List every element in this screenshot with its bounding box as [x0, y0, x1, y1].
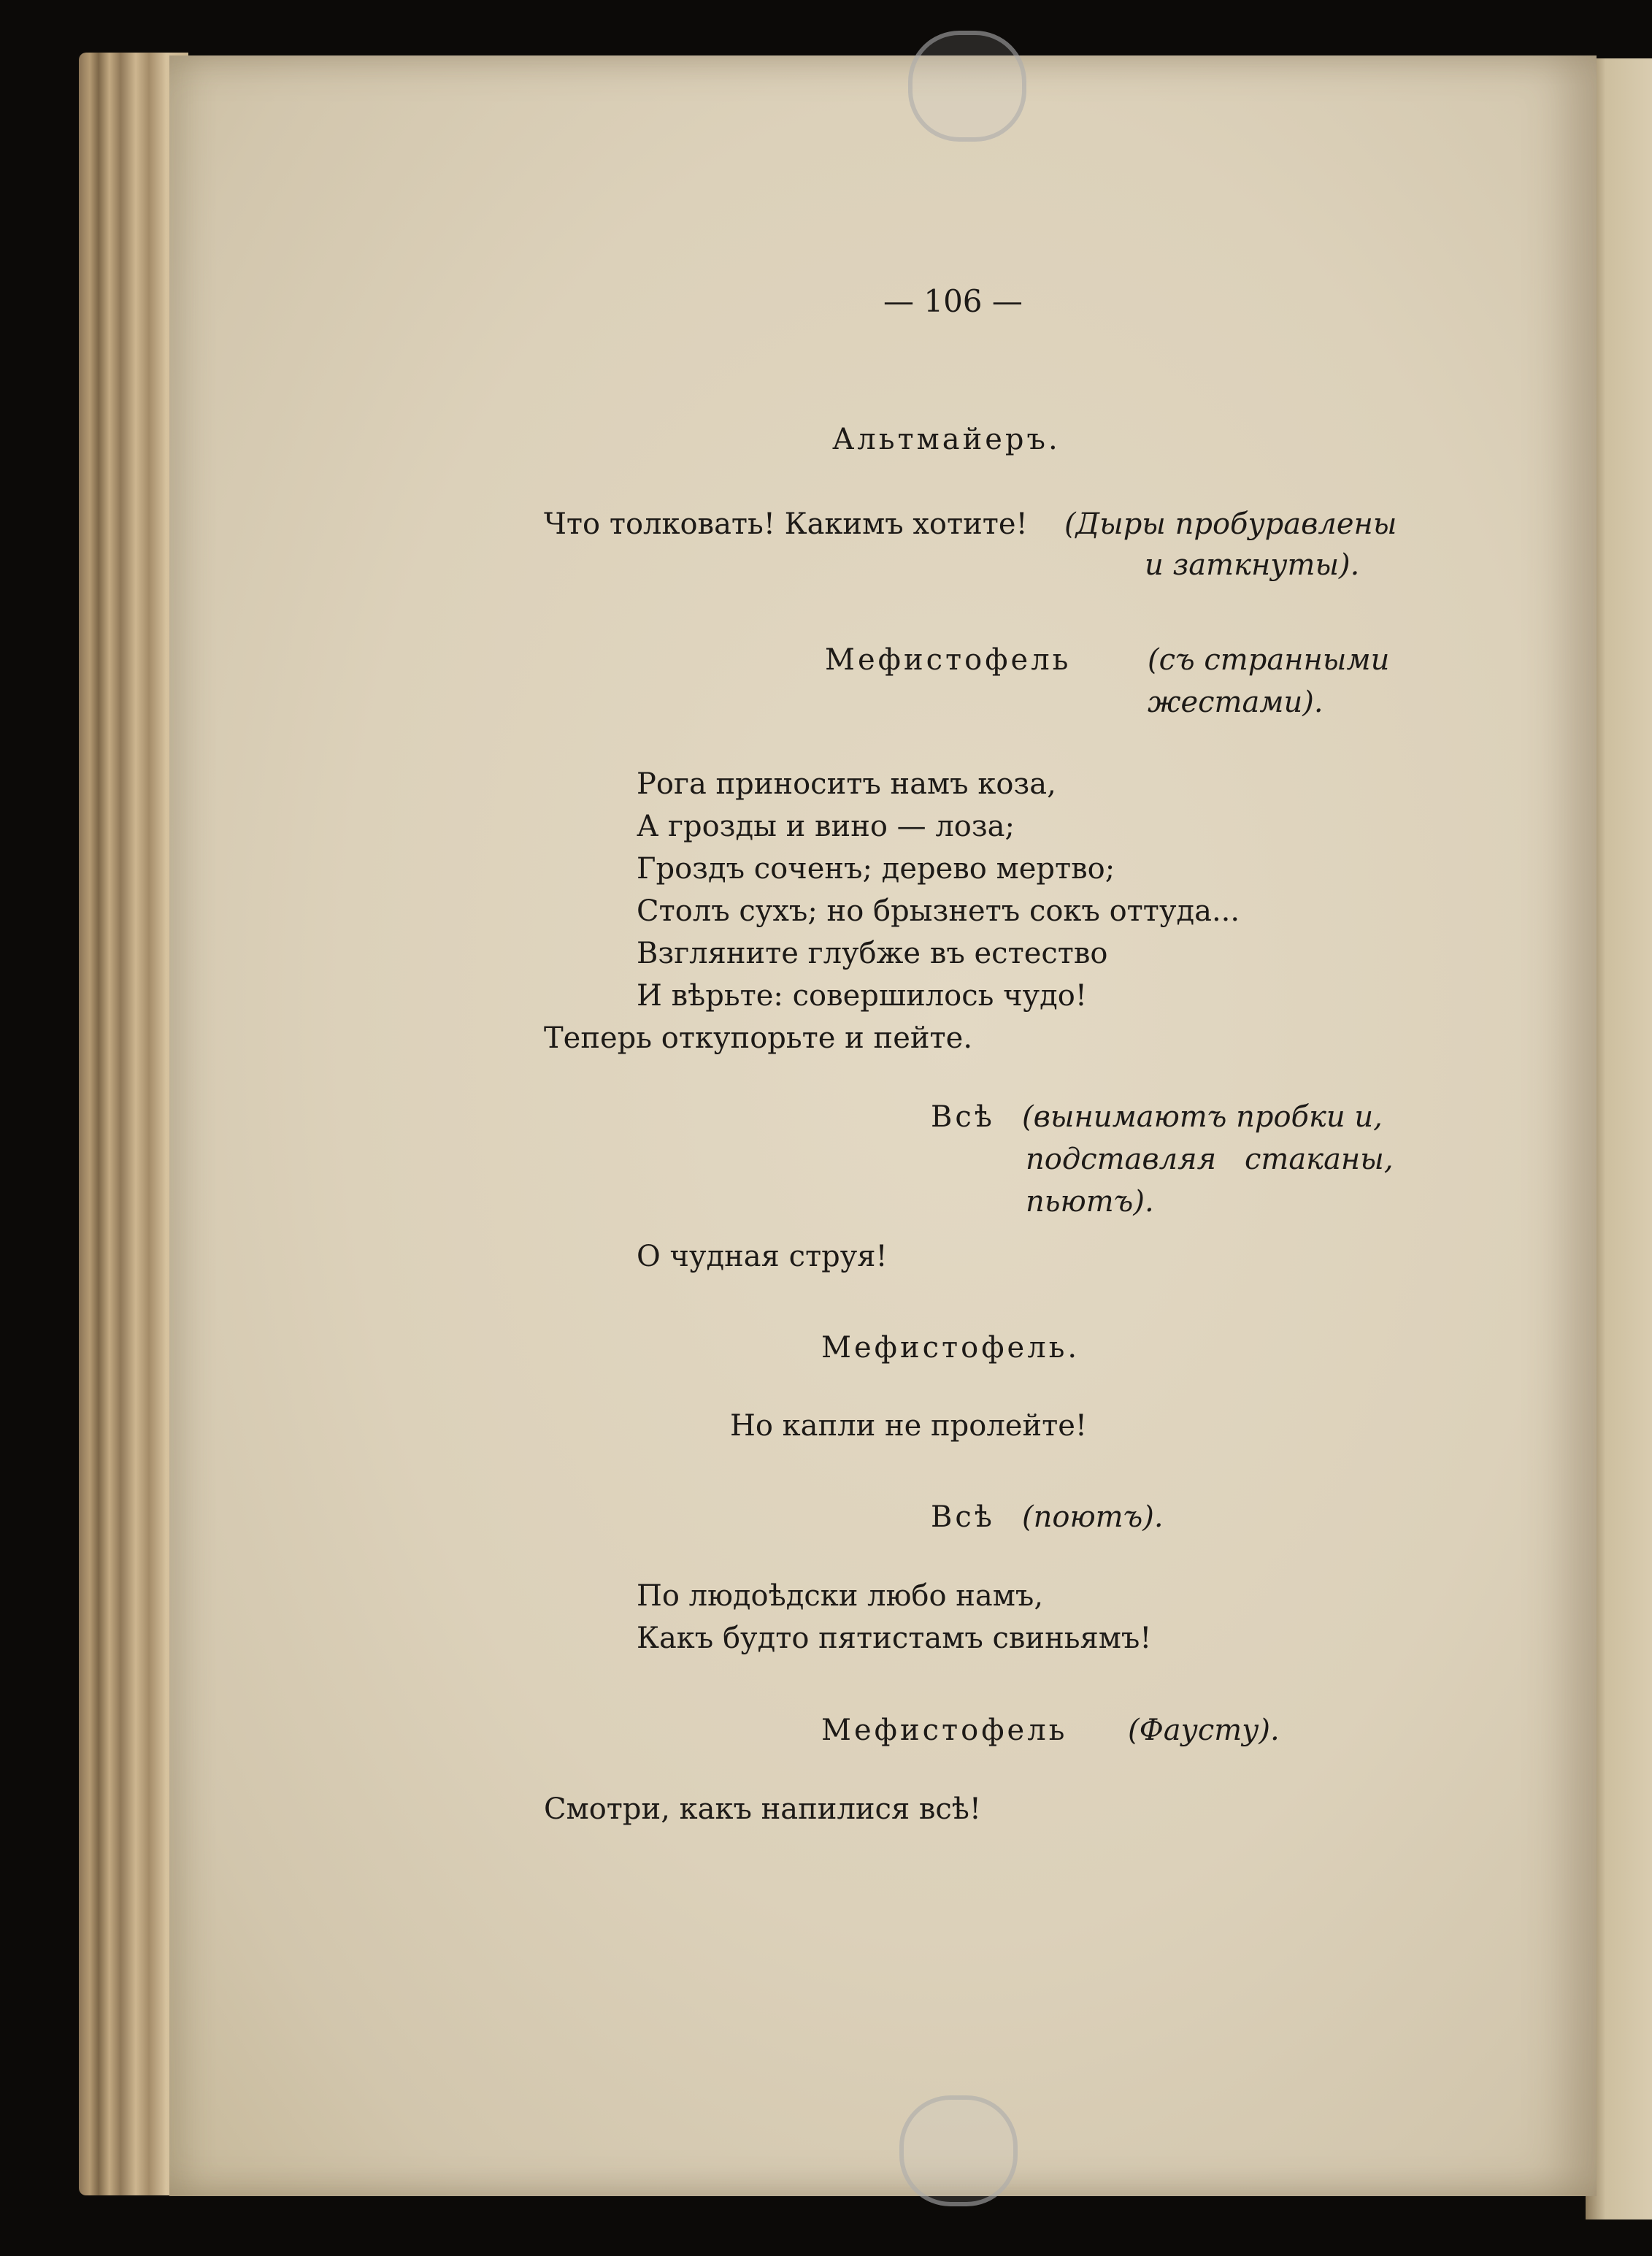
verse-line-6: И вѣрьте: совершилось чудо!: [637, 979, 1087, 1013]
all-stage-direction-1: (вынимаютъ пробки и,: [1022, 1100, 1383, 1134]
mephistopheles-speech-3: Смотри, какъ напилися всѣ!: [544, 1792, 982, 1826]
page-number: — 106 —: [883, 283, 1023, 319]
mephistopheles-speech-2: Но капли не пролейте!: [730, 1409, 1087, 1443]
all-stage-direction-2a: подставляя: [1026, 1143, 1217, 1176]
altmayer-stage-direction-2: и заткнуты).: [1145, 548, 1360, 582]
mephistopheles-stage-direction-3: (Фаусту).: [1128, 1714, 1280, 1747]
speaker-all-2: Всѣ: [931, 1500, 995, 1534]
all-stage-direction-3: пьютъ).: [1026, 1185, 1154, 1219]
all-speech: О чудная струя!: [637, 1240, 888, 1273]
verse-line-3: Гроздъ соченъ; дерево мертво;: [637, 852, 1115, 886]
verse-line-1: Рога приноситъ намъ коза,: [637, 767, 1056, 801]
speaker-mephistopheles-3: Мефистофель: [821, 1714, 1068, 1747]
altmayer-speech: Что толковать! Какимъ хотите!: [544, 507, 1028, 541]
page-clip-bottom: [899, 2095, 1018, 2206]
verse-line-5: Взгляните глубже въ естество: [637, 937, 1108, 970]
all-stage-direction-2b: стаканы,: [1245, 1143, 1394, 1176]
verse-line-4: Столъ сухъ; но брызнетъ сокъ оттуда...: [637, 894, 1240, 928]
all-stage-direction-sing: (поютъ).: [1022, 1500, 1164, 1534]
verse-line-2: А грозды и вино — лоза;: [637, 810, 1015, 843]
altmayer-stage-direction-1: (Дыры пробуравлены: [1064, 507, 1397, 541]
song-line-1: По людоѣдски любо намъ,: [637, 1579, 1044, 1613]
verse-line-7: Теперь откупорьте и пейте.: [544, 1021, 973, 1055]
speaker-mephistopheles-2: Мефистофель.: [821, 1331, 1080, 1365]
page-clip-top: [908, 31, 1026, 142]
speaker-all-1: Всѣ: [931, 1100, 995, 1134]
mephistopheles-stage-direction-1: (съ странными: [1148, 643, 1390, 677]
mephistopheles-stage-direction-2: жестами).: [1148, 686, 1323, 719]
speaker-mephistopheles-1: Мефистофель: [825, 643, 1072, 677]
song-line-2: Какъ будто пятистамъ свиньямъ!: [637, 1622, 1152, 1655]
speaker-altmayer: Альтмайеръ.: [832, 423, 1061, 456]
